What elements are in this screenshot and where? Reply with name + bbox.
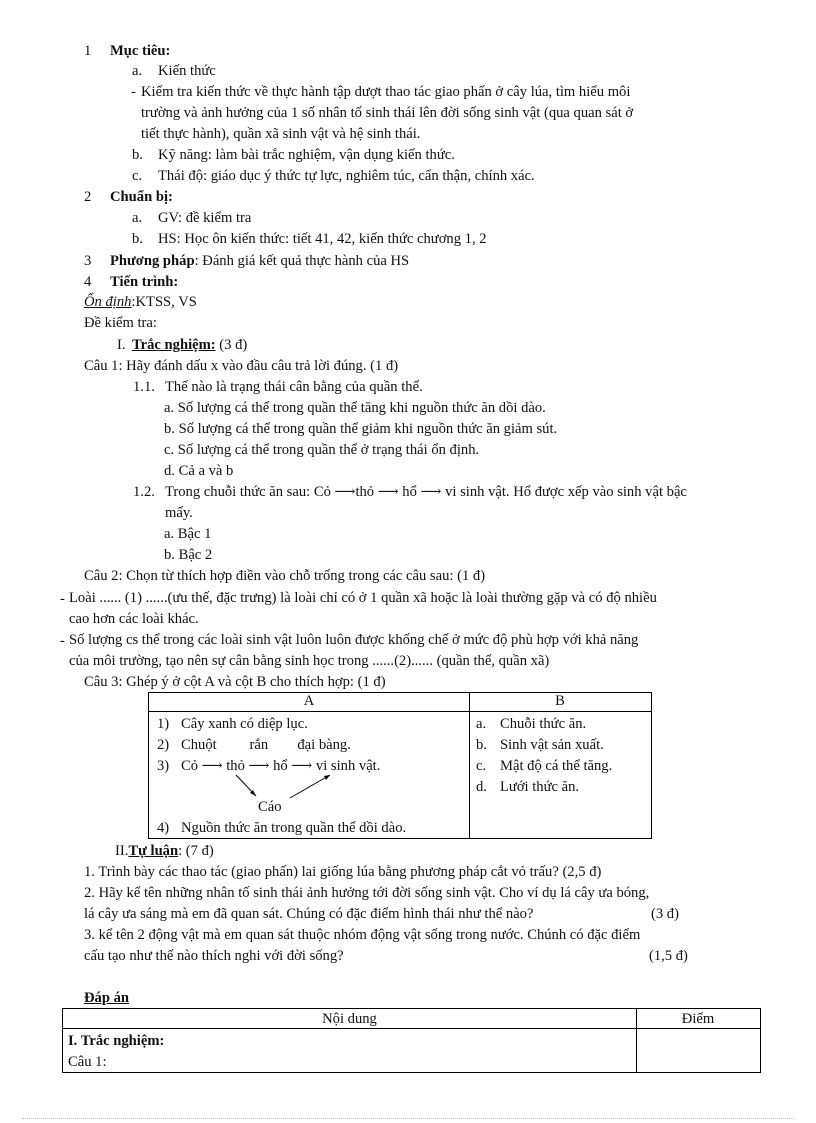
section-1c: c. Thái độ: giáo dục ý thức tự lực, nghiêm túc, cẩn thận, chính xác. xyxy=(132,168,535,184)
option-1-1-b: b. Số lượng cá thể trong quần thể giảm khi nguồn thức ăn giảm sút. xyxy=(164,421,558,437)
section-4-heading: 4 Tiến trình: xyxy=(84,274,179,290)
section-1a-line1: Kiểm tra kiến thức về thực hành tập dượt thao tác giao phấn ở cây lúa, tìm hiểu môi xyxy=(141,84,631,100)
section-2a: a. GV: đề kiểm tra xyxy=(132,210,252,226)
option-1-1-c: c. Số lượng cá thể trong quần thể ở trạng thái ổn định. xyxy=(164,442,480,458)
section-3: 3 Phương pháp: Đánh giá kết quả thực hành của HS xyxy=(84,253,410,269)
col-b-item-d: d. Lưới thức ăn. xyxy=(476,779,580,795)
cau-2: Câu 2: Chọn từ thích hợp điền vào chỗ trống trong các câu sau: (1 đ) xyxy=(84,568,486,584)
column-a-header: A xyxy=(303,693,315,709)
tu-luan-2-line1: 2. Hãy kể tên những nhân tố sinh thái ảnh hưởng tới đời sống sinh vật. Cho ví dụ lá cây ưa bóng, xyxy=(84,885,650,901)
section-1a: a. Kiến thức xyxy=(132,63,216,79)
part-ii-heading: II.Tự luận: (7 đ) xyxy=(115,843,214,859)
tu-luan-2-points: (3 đ) xyxy=(651,906,679,922)
col-a-item-1: 1) Cây xanh có diệp lục. xyxy=(157,716,308,732)
section-1-heading: 1 Mục tiêu: xyxy=(84,43,171,59)
on-dinh: Ổn định:KTSS, VS xyxy=(84,294,197,310)
section-2-heading: 2 Chuẩn bị: xyxy=(84,189,173,205)
tu-luan-3-line1: 3. kể tên 2 động vật mà em quan sát thuộc nhóm động vật sống trong nước. Chúnh có đặc điểm xyxy=(84,927,641,943)
tu-luan-3-line2: cấu tạo như thế nào thích nghi với đời sống? xyxy=(84,948,344,964)
tu-luan-2-line2: lá cây ưa sáng mà em đã quan sát. Chúng có đặc điểm hình thái như thế nào? xyxy=(84,906,534,922)
answer-col-noi-dung: Nội dung xyxy=(322,1011,377,1027)
col-b-item-b: b. Sinh vật sản xuất. xyxy=(476,737,604,753)
page-bottom-divider xyxy=(22,1118,794,1119)
cau-3: Câu 3: Ghép ý ở cột A và cột B cho thích hợp: (1 đ) xyxy=(84,674,386,690)
option-1-1-d: d. Cả a và b xyxy=(164,463,234,479)
bullet-dash: - xyxy=(60,591,65,607)
table-header-divider xyxy=(148,711,651,712)
bullet-dash: - xyxy=(131,84,136,100)
question-1-2: 1.2. Trong chuỗi thức ăn sau: Cỏ ⟶thỏ ⟶ hổ ⟶ vi sinh vật. Hổ được xếp vào sinh vật bậc xyxy=(133,484,687,500)
tu-luan-1: 1. Trình bày các thao tác (giao phấn) lai giống lúa bằng phương pháp cắt vỏ trấu? (2,5 đ) xyxy=(84,864,602,880)
col-a-item-2: 2) Chuột rắn đại bàng. xyxy=(157,737,351,753)
col-a-cao: Cáo xyxy=(258,799,282,815)
col-a-item-4: 4) Nguồn thức ăn trong quần thể dồi dào. xyxy=(157,820,407,836)
column-b-header: B xyxy=(555,693,565,709)
bullet-dash: - xyxy=(60,633,65,649)
option-1-1-a: a. Số lượng cá thể trong quần thể tăng khi nguồn thức ăn dồi dào. xyxy=(164,400,546,416)
dap-an-heading: Đáp án xyxy=(84,990,130,1006)
cau-1: Câu 1: Hãy đánh dấu x vào đầu câu trả lời đúng. (1 đ) xyxy=(84,358,399,374)
part-i-heading: I. Trắc nghiệm: (3 đ) xyxy=(117,337,248,353)
col-b-item-c: c. Mật độ cá thể tăng. xyxy=(476,758,613,774)
answer-row-trac-nghiem: I. Trắc nghiệm: xyxy=(68,1033,165,1049)
answer-table-header-divider xyxy=(62,1028,760,1029)
de-kiem-tra: Đề kiểm tra: xyxy=(84,315,157,331)
cau-2-p2-line2: của môi trường, tạo nên sự cân bằng sinh học trong ......(2)...... (quần thể, quần xã) xyxy=(69,653,550,669)
col-a-item-3: 3) Cỏ ⟶ thỏ ⟶ hổ ⟶ vi sinh vật. xyxy=(157,758,381,774)
section-1b: b. Kỹ năng: làm bài trắc nghiệm, vận dụng kiến thức. xyxy=(132,147,455,163)
section-1a-line2: trường và ảnh hưởng của 1 số nhân tố sinh thái lên đời sống sinh vật (qua quan sát ở xyxy=(141,105,634,121)
section-1a-line3: tiết thực hành), quần xã sinh vật và hệ sinh thái. xyxy=(141,126,421,142)
option-1-2-b: b. Bậc 2 xyxy=(164,547,213,563)
question-1-1: 1.1. Thế nào là trạng thái cân bằng của quần thể. xyxy=(133,379,423,395)
col-b-item-a: a. Chuỗi thức ăn. xyxy=(476,716,587,732)
option-1-2-a: a. Bậc 1 xyxy=(164,526,212,542)
cau-2-p1-line1: Loài ...... (1) ......(ưu thế, đặc trưng) là loài chỉ có ở 1 quần xã hoặc là loài thường gặp và có độ nhiều xyxy=(69,590,657,606)
section-2b: b. HS: Học ôn kiến thức: tiết 41, 42, kiến thức chương 1, 2 xyxy=(132,231,487,247)
cau-2-p2-line1: Số lượng cs thể trong các loài sinh vật luôn luôn được khống chế ở mức độ phù hợp với khả năng xyxy=(69,632,639,648)
table-divider xyxy=(469,692,470,838)
question-1-2-cont: mấy. xyxy=(165,505,193,521)
answer-row-cau-1: Câu 1: xyxy=(68,1054,107,1070)
cau-2-p1-line2: cao hơn các loài khác. xyxy=(69,611,199,627)
tu-luan-3-points: (1,5 đ) xyxy=(649,948,688,964)
answer-col-diem: Điểm xyxy=(681,1011,715,1027)
